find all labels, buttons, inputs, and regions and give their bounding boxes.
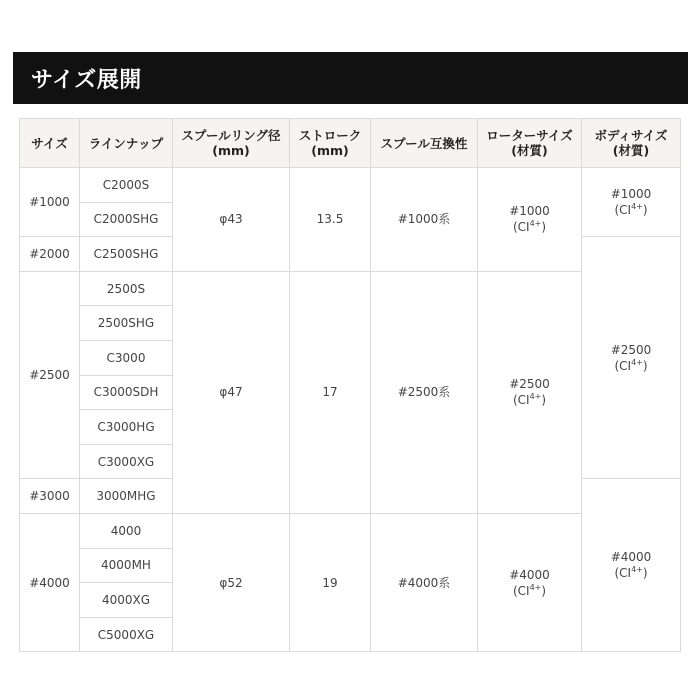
lineup-cell: C3000XG: [80, 444, 173, 479]
body-size-cell: #4000 $(CI^{4+})$: [582, 479, 681, 652]
lineup-cell: 2500SHG: [80, 306, 173, 341]
spool-ring-cell: φ43: [173, 168, 290, 272]
lineup-cell: C3000SDH: [80, 375, 173, 410]
header-body-size: ボディサイズ (材質): [582, 119, 681, 168]
header-rotor-size: ローターサイズ (材質): [478, 119, 582, 168]
body-size-cell: #1000 $(CI^{4+})$: [582, 168, 681, 237]
rotor-size-cell: #2500 $(CI^{4+})$: [478, 271, 582, 513]
section-title-bar: [13, 52, 688, 104]
lineup-cell: 4000MH: [80, 548, 173, 583]
spool-compat-cell: #1000系: [371, 168, 478, 272]
lineup-cell: 3000MHG: [80, 479, 173, 514]
stroke-cell: 17: [290, 271, 371, 513]
header-size: サイズ: [20, 119, 80, 168]
stroke-cell: 13.5: [290, 168, 371, 272]
rotor-size-cell: #4000 $(CI^{4+})$: [478, 513, 582, 651]
lineup-cell: C3000: [80, 340, 173, 375]
size-cell: #3000: [20, 479, 80, 514]
body-size-cell: #2500 $(CI^{4+})$: [582, 237, 681, 479]
table-row: [20, 513, 681, 548]
header-row: [20, 119, 681, 168]
header-spool-compat: スプール互換性: [371, 119, 478, 168]
header-stroke: ストローク (mm): [290, 119, 371, 168]
size-cell: #2000: [20, 237, 80, 272]
lineup-cell: 4000: [80, 513, 173, 548]
header-lineup: ラインナップ: [80, 119, 173, 168]
spool-ring-cell: φ52: [173, 513, 290, 651]
header-spool-ring: スプールリング径 (mm): [173, 119, 290, 168]
lineup-cell: C5000XG: [80, 617, 173, 652]
section-title: サイズ展開: [31, 67, 142, 93]
lineup-cell: C2000SHG: [80, 202, 173, 237]
size-cell: #1000: [20, 168, 80, 237]
lineup-cell: 2500S: [80, 271, 173, 306]
spool-ring-cell: φ47: [173, 271, 290, 513]
spool-compat-cell: #2500系: [371, 271, 478, 513]
table-row: [20, 168, 681, 203]
lineup-cell: 4000XG: [80, 583, 173, 618]
table-row: [20, 271, 681, 306]
spool-compat-cell: #4000系: [371, 513, 478, 651]
lineup-cell: C2500SHG: [80, 237, 173, 272]
size-cell: #2500: [20, 271, 80, 479]
rotor-size-cell: #1000 $(CI^{4+})$: [478, 168, 582, 272]
lineup-cell: C2000S: [80, 168, 173, 203]
stroke-cell: 19: [290, 513, 371, 651]
size-cell: #4000: [20, 513, 80, 651]
size-lineup-table: [19, 118, 681, 652]
lineup-cell: C3000HG: [80, 410, 173, 445]
